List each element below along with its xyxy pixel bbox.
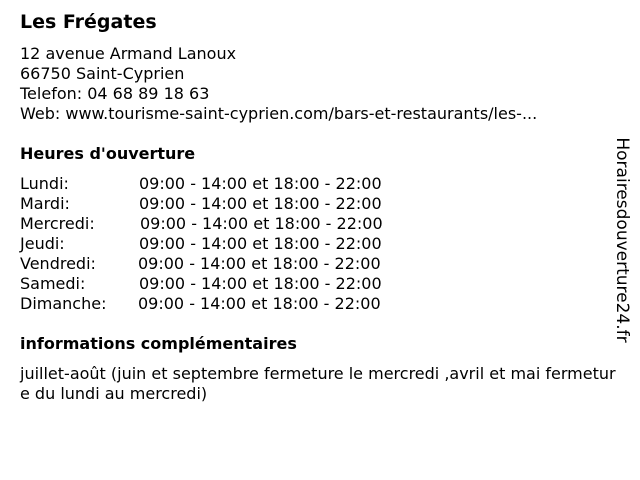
- hours-row-wednesday: [20, 214, 440, 234]
- day-label: Vendredi:: [20, 254, 96, 273]
- address-block: [20, 44, 537, 124]
- day-hours: 09:00 - 14:00 et 18:00 - 22:00: [138, 254, 381, 273]
- day-hours: 09:00 - 14:00 et 18:00 - 22:00: [138, 294, 381, 313]
- hours-row-friday: [20, 254, 440, 274]
- day-label: Samedi:: [20, 274, 86, 293]
- day-label: Mardi:: [20, 194, 70, 213]
- hours-row-tuesday: [20, 194, 440, 214]
- day-label: Mercredi:: [20, 214, 95, 233]
- day-label: Lundi:: [20, 174, 69, 193]
- day-hours: 09:00 - 14:00 et 18:00 - 22:00: [139, 174, 382, 193]
- day-hours: 09:00 - 14:00 et 18:00 - 22:00: [140, 214, 383, 233]
- day-hours: 09:00 - 14:00 et 18:00 - 22:00: [139, 274, 382, 293]
- hours-row-sunday: [20, 294, 440, 314]
- hours-row-saturday: [20, 274, 440, 294]
- day-label: Dimanche:: [20, 294, 107, 313]
- day-hours: 09:00 - 14:00 et 18:00 - 22:00: [139, 194, 382, 213]
- hours-list: [20, 174, 440, 314]
- day-label: Jeudi:: [20, 234, 65, 253]
- web-line: Web: www.tourisme-saint-cyprien.com/bars-et-restaurants/les-...: [20, 104, 538, 123]
- hours-heading: Heures d'ouverture: [20, 144, 196, 163]
- info-heading: informations complémentaires: [20, 334, 297, 353]
- phone-line: Telefon: 04 68 89 18 63: [20, 84, 210, 103]
- hours-row-thursday: [20, 234, 440, 254]
- address-city: 66750 Saint-Cyprien: [20, 64, 185, 83]
- site-watermark: Horairesdouverture24.fr: [612, 137, 632, 343]
- info-text: juillet-août (juin et septembre fermeture le mercredi ,avril et mai fermeture du lundi au mercredi): [20, 364, 616, 403]
- day-hours: 09:00 - 14:00 et 18:00 - 22:00: [139, 234, 382, 253]
- hours-row-monday: [20, 174, 440, 194]
- address-street: 12 avenue Armand Lanoux: [20, 44, 237, 63]
- place-name: Les Frégates: [20, 11, 157, 33]
